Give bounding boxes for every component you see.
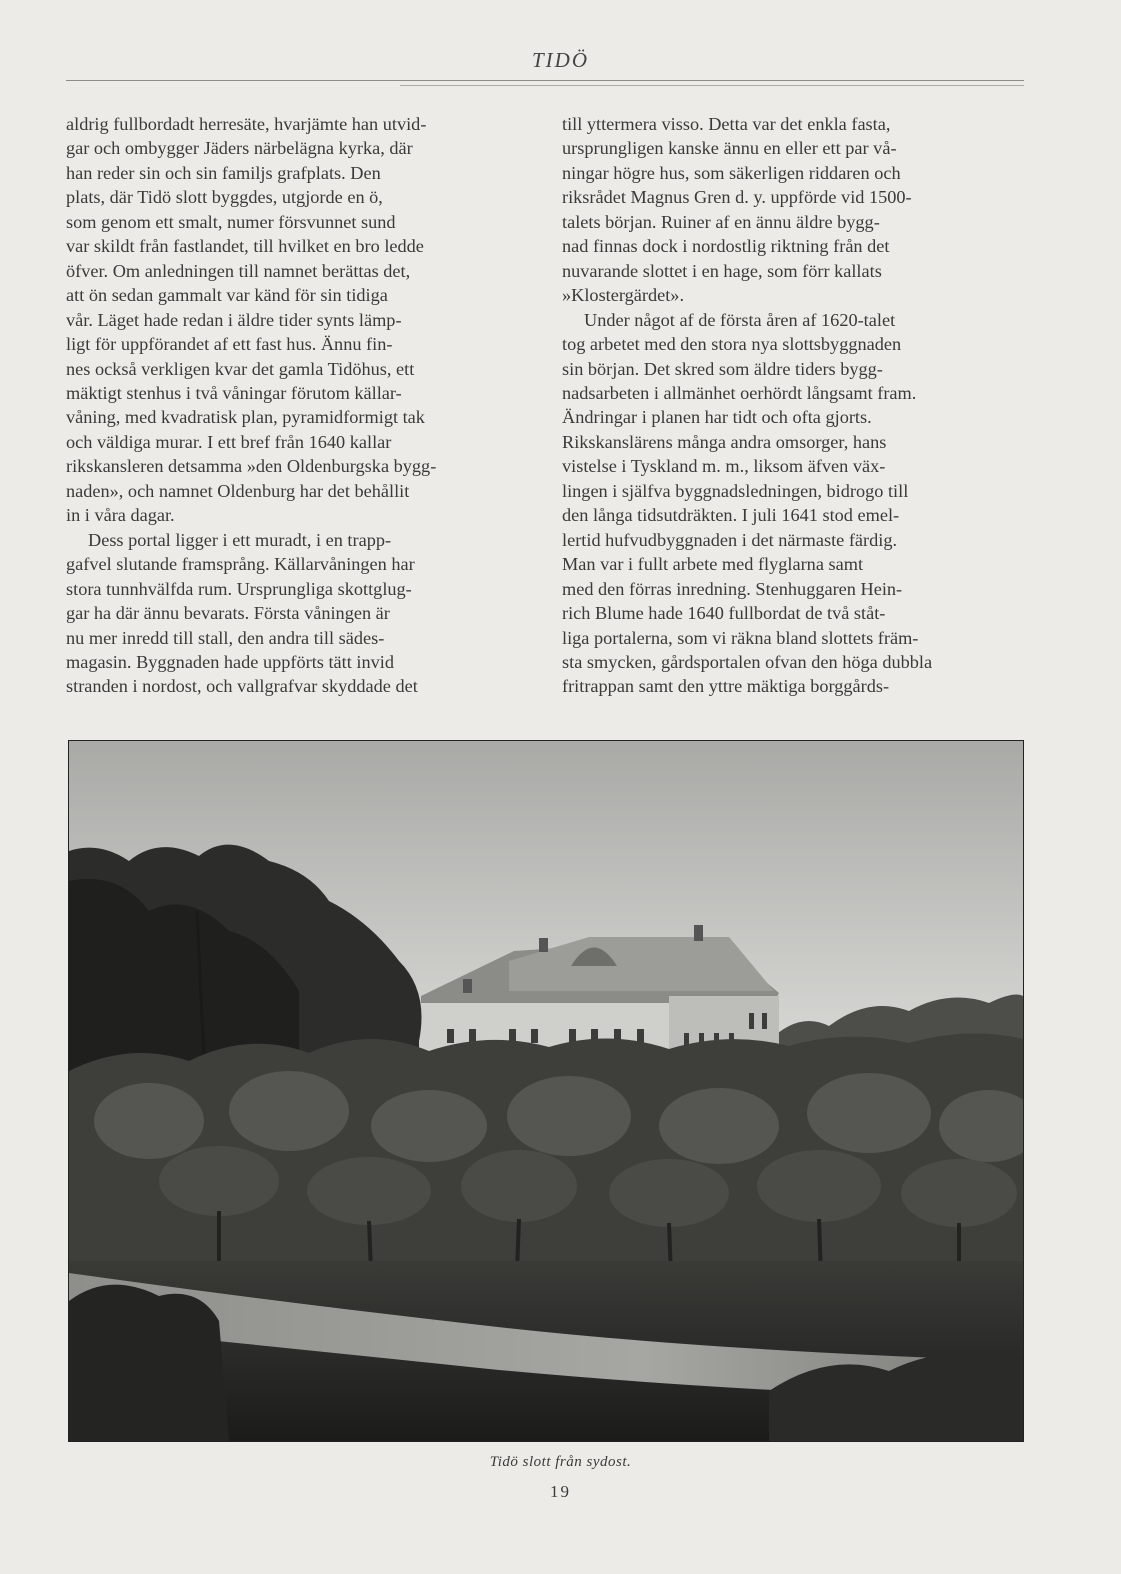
text-line: att ön sedan gammalt var känd för sin tidiga (66, 285, 388, 306)
text-line: den långa tidsutdräkten. I juli 1641 stod emel- (562, 505, 900, 526)
header-rule (66, 80, 1024, 81)
paragraph-1 (66, 112, 539, 528)
text-line: Dess portal ligger i ett muradt, i en trapp- (88, 529, 392, 550)
text-line: nes också verkligen kvar det gamla Tidöhus, ett (66, 358, 415, 379)
text-line: Under något af de första åren af 1620-talet (584, 309, 896, 330)
text-line: lertid hufvudbyggnaden i det närmaste färdig. (562, 529, 898, 550)
text-line: aldrig fullbordadt herresäte, hvarjämte han utvid- (66, 114, 427, 134)
text-line: Ändringar i planen har tidt och ofta gjorts. (562, 407, 872, 428)
text-line: rich Blume hade 1640 fullbordat de två ståt- (562, 603, 886, 624)
text-line: med den förras inredning. Stenhuggaren Hein- (562, 578, 903, 599)
paragraph-3 (562, 112, 1035, 308)
text-line: som genom ett smalt, numer försvunnet sund (66, 211, 396, 232)
photo-caption: Tidö slott från sydost. (489, 1454, 632, 1470)
text-line: han reder sin och sin familjs grafplats. Den (66, 162, 381, 183)
castle-photograph (68, 740, 1024, 1442)
text-line: gar och ombygger Jäders närbelägna kyrka, där (66, 138, 413, 159)
text-line: plats, där Tidö slott byggdes, utgjorde en ö, (66, 187, 383, 208)
text-line: sin början. Det skred som äldre tiders bygg- (562, 358, 883, 379)
text-line: »Klostergärdet». (562, 285, 685, 306)
paragraph-4 (562, 308, 1035, 699)
text-line: ligt för uppförandet af ett fast hus. Ännu fin- (66, 334, 393, 355)
text-line: var skildt från fastlandet, till hvilket en bro ledde (66, 236, 424, 257)
running-head: TIDÖ (531, 48, 589, 72)
text-column-right (562, 112, 1035, 699)
text-line: Man var i fullt arbete med flyglarna samt (562, 554, 864, 575)
text-line: vår. Läget hade redan i äldre tider synts lämp- (66, 309, 402, 330)
text-line: våning, med kvadratisk plan, pyramidformigt tak (66, 407, 425, 428)
text-line: ursprungligen kanske ännu en eller ett par vå- (562, 138, 897, 159)
text-line: lingen i själfva byggnadsledningen, bidrogo till (562, 480, 909, 501)
text-line: tog arbetet med den stora nya slottsbyggnaden (562, 334, 902, 355)
text-line: nadsarbeten i allmänhet oerhördt långsamt fram. (562, 382, 917, 403)
text-line: fritrappan samt den yttre mäktiga borggårds- (562, 676, 890, 697)
text-line: Rikskanslärens många andra omsorger, hans (562, 431, 887, 452)
text-column-left (66, 112, 539, 699)
text-line: talets början. Ruiner af en ännu äldre bygg- (562, 211, 880, 232)
text-line: liga portalerna, som vi räkna bland slottets främ- (562, 627, 919, 648)
text-line: nu mer inredd till stall, den andra till sädes- (66, 627, 385, 648)
page-number: 19 (550, 1482, 571, 1501)
header-rule-secondary (400, 85, 1024, 86)
text-line: vistelse i Tyskland m. m., liksom äfven väx- (562, 456, 886, 477)
text-line: sta smycken, gårdsportalen ofvan den höga dubbla (562, 651, 933, 672)
text-line: ningar högre hus, som säkerligen riddaren och (562, 162, 901, 183)
text-line: mäktigt stenhus i två våningar förutom källar- (66, 382, 402, 403)
text-line: riksrådet Magnus Gren d. y. uppförde vid 1500- (562, 187, 912, 208)
text-line: gafvel slutande framsprång. Källarvåningen har (66, 554, 415, 575)
text-line: och väldiga murar. I ett bref från 1640 kallar (66, 431, 392, 452)
text-line: nad finnas dock i nordostlig riktning från det (562, 236, 890, 257)
text-line: naden», och namnet Oldenburg har det behållit (66, 480, 410, 501)
paragraph-2 (66, 528, 539, 699)
text-line: gar ha där ännu bevarats. Första våningen är (66, 603, 390, 624)
text-line: in i våra dagar. (66, 505, 175, 526)
text-line: till yttermera visso. Detta var det enkla fasta, (562, 114, 891, 134)
text-line: magasin. Byggnaden hade uppförts tätt invid (66, 651, 394, 672)
text-line: öfver. Om anledningen till namnet berättas det, (66, 260, 411, 281)
text-line: stora tunnhvälfda rum. Ursprungliga skottglug- (66, 578, 412, 599)
text-line: rikskansleren detsamma »den Oldenburgska bygg- (66, 456, 437, 477)
text-line: nuvarande slottet i en hage, som förr kallats (562, 260, 882, 281)
text-line: stranden i nordost, och vallgrafvar skyddade det (66, 676, 418, 697)
